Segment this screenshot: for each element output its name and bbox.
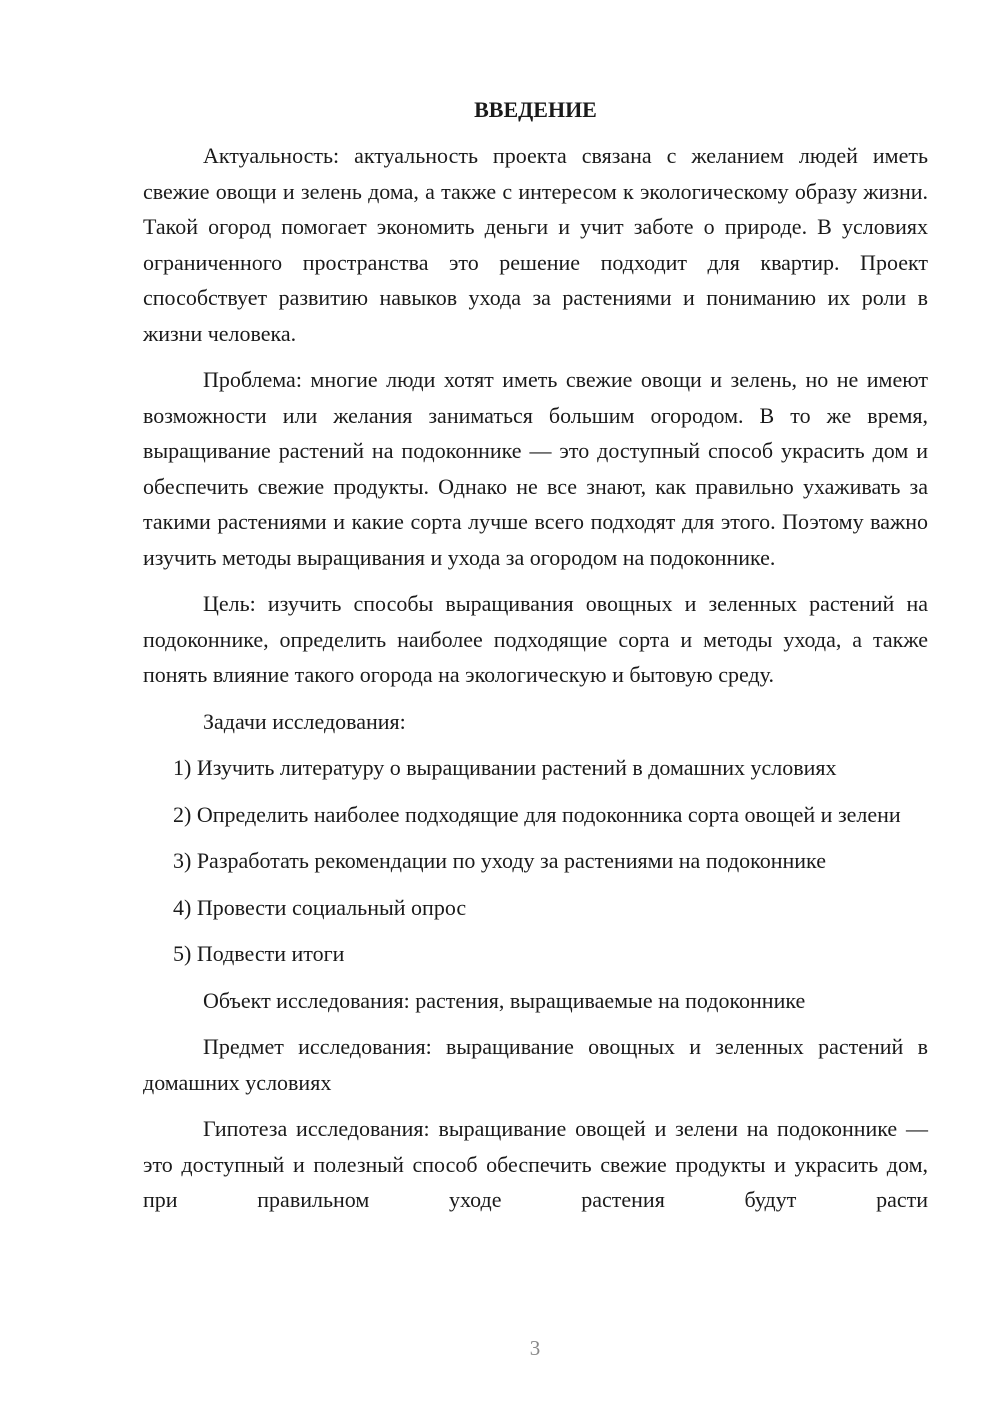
paragraph-subject: Предмет исследования: выращивание овощных и зеленных растений в домашних условиях [143,1034,928,1095]
paragraph-goal: Цель: изучить способы выращивания овощных и зеленных растений на подоконнике, определить наиболее подходящие сорта и методы ухода, а также понять влияние такого огорода на экологическую и бытовую среду. [143,591,928,687]
paragraph-problem: Проблема: многие люди хотят иметь свежие овощи и зелень, но не имеют возможности или желания заниматься большим огородом. В то же время, выращивание растений на подоконнике — это доступный способ украсить дом и обеспечить свежие продукты. Однако не все знают, как правильно ухаживать за такими растениями и какие сорта лучше всего подходят для этого. Поэтому важно изучить методы выращивания и ухода за огородом на подоконнике. [143,367,928,570]
tasks-title: Задачи исследования: [203,708,406,734]
task-item: 1) Изучить литературу о выращивании растений в домашних условиях [173,755,837,780]
section-heading: ВВЕДЕНИЕ [474,97,597,122]
page-content [143,92,928,1229]
task-item: 2) Определить наиболее подходящие для подоконника сорта овощей и зелени [173,801,901,827]
paragraph-hypothesis: Гипотеза исследования: выращивание овощей и зелени на подоконнике — это доступный и полезный способ обеспечить свежие продукты и украсить дом, при правильном уходе растения будут расти [143,1116,928,1212]
paragraph-actuality: Актуальность: актуальность проекта связана с желанием людей иметь свежие овощи и зелень дома, а также с интересом к экологическому образу жизни. Такой огород помогает экономить деньги и учит заботе о природе. В условиях ограниченного пространства это решение подходит для квартир. Проект способствует развитию навыков ухода за растениями и пониманию их роли в жизни человека. [143,143,928,346]
paragraph-object: Объект исследования: растения, выращиваемые на подоконнике [203,987,806,1013]
task-item: 4) Провести социальный опрос [173,894,467,920]
task-item: 3) Разработать рекомендации по уходу за растениями на подоконнике [173,848,826,873]
page-number: 3 [529,1336,541,1360]
task-item: 5) Подвести итоги [173,941,345,966]
